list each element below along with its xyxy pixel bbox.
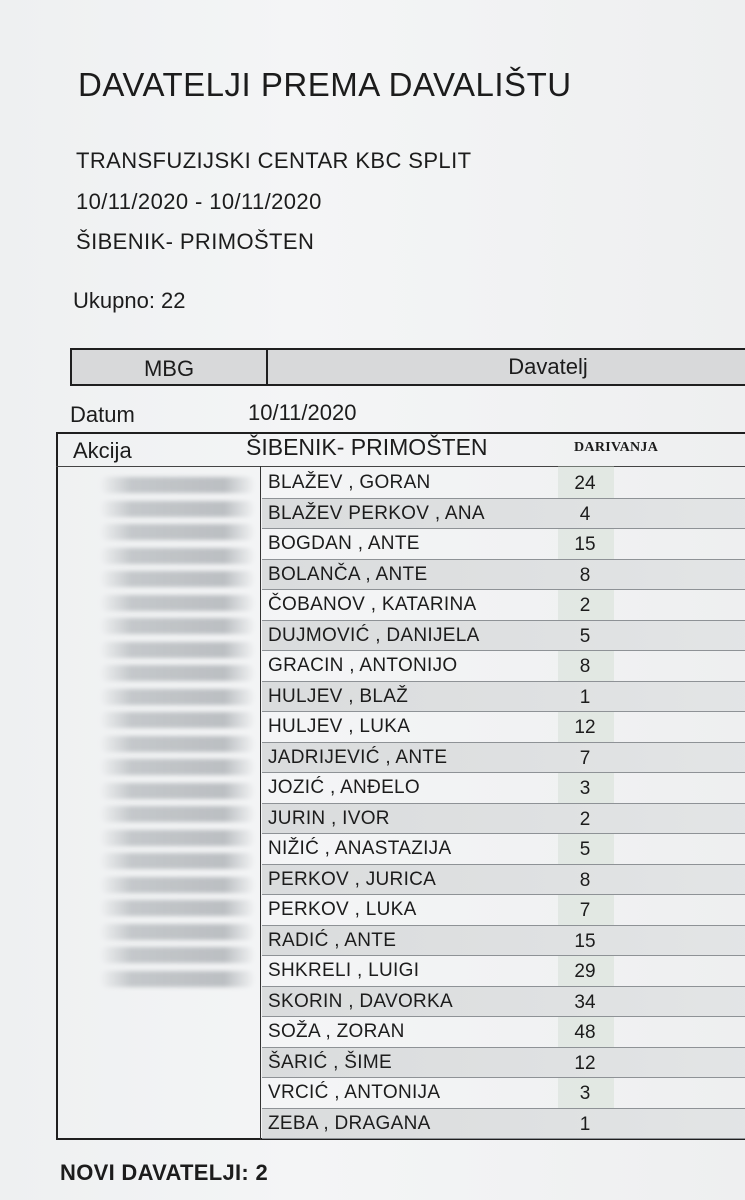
datum-label: Datum xyxy=(70,402,135,427)
donation-count: 4 xyxy=(579,503,591,525)
donation-count: 24 xyxy=(574,473,596,494)
mbg-redacted-cell xyxy=(100,853,255,869)
donation-count: 5 xyxy=(579,625,591,647)
mbg-redacted-cell xyxy=(100,665,255,681)
mbg-redacted-cell xyxy=(100,759,255,775)
location-name: ŠIBENIK- PRIMOŠTEN xyxy=(76,229,315,254)
donor-name: PERKOV , JURICA xyxy=(268,868,437,890)
table-row xyxy=(262,712,745,743)
mbg-redacted-cell xyxy=(100,548,255,564)
mbg-redacted-cell xyxy=(100,971,255,987)
donation-count: 34 xyxy=(574,991,596,1013)
new-donors-summary: NOVI DAVATELJI: 2 xyxy=(60,1160,269,1185)
mbg-redacted-cell xyxy=(100,524,255,540)
table-row xyxy=(262,1048,745,1079)
donor-name: BOLANČA , ANTE xyxy=(268,563,428,585)
donor-name: BLAŽEV , GORAN xyxy=(268,472,431,493)
donor-name: GRACIN , ANTONIJO xyxy=(268,655,458,676)
donor-name: BLAŽEV PERKOV , ANA xyxy=(268,502,485,524)
table-row xyxy=(262,651,745,682)
table-row xyxy=(262,865,745,896)
donation-count: 29 xyxy=(574,961,596,982)
darivanja-header: DARIVANJA xyxy=(574,440,659,455)
mbg-redacted-cell xyxy=(100,595,255,611)
mbg-column-redacted xyxy=(100,470,255,994)
donation-count: 7 xyxy=(579,747,591,769)
donor-name: ŠARIĆ , ŠIME xyxy=(268,1051,392,1073)
datum-value: 10/11/2020 xyxy=(248,400,357,425)
table-row xyxy=(262,560,745,591)
donor-name: ZEBA , DRAGANA xyxy=(268,1112,431,1134)
column-header-donor: Davatelj xyxy=(508,354,588,379)
donor-name: SHKRELI , LUIGI xyxy=(268,960,420,981)
column-divider xyxy=(260,466,261,1140)
donation-count: 3 xyxy=(579,778,591,799)
akcija-value: ŠIBENIK- PRIMOŠTEN xyxy=(246,434,488,460)
table-row xyxy=(262,773,745,804)
center-name: TRANSFUZIJSKI CENTAR KBC SPLIT xyxy=(76,148,472,173)
mbg-redacted-cell xyxy=(100,783,255,799)
table-row xyxy=(262,529,745,560)
table-row xyxy=(262,621,745,652)
donation-count: 7 xyxy=(579,900,591,921)
mbg-redacted-cell xyxy=(100,806,255,822)
donor-name: HULJEV , LUKA xyxy=(268,716,411,737)
table-header xyxy=(70,348,745,386)
table-row xyxy=(262,1017,745,1048)
table-row xyxy=(262,499,745,530)
table-row xyxy=(262,468,745,499)
mbg-redacted-cell xyxy=(100,900,255,916)
donor-name: HULJEV , BLAŽ xyxy=(268,685,409,707)
table-row xyxy=(262,743,745,774)
donor-list xyxy=(262,468,745,1139)
date-range: 10/11/2020 - 10/11/2020 xyxy=(76,189,322,214)
mbg-redacted-cell xyxy=(100,947,255,963)
donation-count: 3 xyxy=(579,1083,591,1104)
donor-name: PERKOV , LUKA xyxy=(268,899,417,920)
donation-count: 12 xyxy=(574,717,596,738)
report-title: DAVATELJI PREMA DAVALIŠTU xyxy=(78,66,572,103)
total-count: Ukupno: 22 xyxy=(73,288,186,313)
donor-name: VRCIĆ , ANTONIJA xyxy=(268,1082,441,1103)
mbg-redacted-cell xyxy=(100,501,255,517)
table-row xyxy=(262,682,745,713)
donor-name: JOZIĆ , ANĐELO xyxy=(268,777,421,798)
mbg-redacted-cell xyxy=(100,712,255,728)
donation-count: 48 xyxy=(574,1022,596,1043)
mbg-redacted-cell xyxy=(100,689,255,705)
table-row xyxy=(262,895,745,926)
donor-name: JURIN , IVOR xyxy=(268,807,390,829)
donation-count: 2 xyxy=(579,808,591,830)
akcija-label: Akcija xyxy=(73,438,132,463)
mbg-redacted-cell xyxy=(100,924,255,940)
donation-count: 8 xyxy=(579,869,591,891)
donation-count: 1 xyxy=(579,686,591,708)
mbg-redacted-cell xyxy=(100,618,255,634)
table-row xyxy=(262,1109,745,1140)
donation-count: 2 xyxy=(579,595,591,616)
donation-count: 8 xyxy=(579,656,591,677)
donor-name: SOŽA , ZORAN xyxy=(268,1021,405,1042)
mbg-redacted-cell xyxy=(100,642,255,658)
mbg-redacted-cell xyxy=(100,877,255,893)
donor-name: NIŽIĆ , ANASTAZIJA xyxy=(268,838,452,859)
table-row xyxy=(262,804,745,835)
donor-name: JADRIJEVIĆ , ANTE xyxy=(268,746,448,768)
donor-name: SKORIN , DAVORKA xyxy=(268,990,453,1012)
mbg-redacted-cell xyxy=(100,571,255,587)
donor-name: RADIĆ , ANTE xyxy=(268,929,397,951)
column-header-mbg: MBG xyxy=(143,356,195,381)
donor-name: ČOBANOV , KATARINA xyxy=(268,594,477,615)
table-row xyxy=(262,926,745,957)
mbg-redacted-cell xyxy=(100,736,255,752)
donation-count: 5 xyxy=(579,839,591,860)
table-row xyxy=(262,987,745,1018)
donation-count: 15 xyxy=(574,534,596,555)
table-row xyxy=(262,590,745,621)
donation-count: 15 xyxy=(574,930,596,952)
mbg-redacted-cell xyxy=(100,477,255,493)
table-row xyxy=(262,956,745,987)
donor-name: DUJMOVIĆ , DANIJELA xyxy=(268,624,480,646)
table-row xyxy=(262,834,745,865)
donation-count: 12 xyxy=(574,1052,596,1074)
table-separator xyxy=(56,466,745,467)
table-row xyxy=(262,1078,745,1109)
mbg-redacted-cell xyxy=(100,830,255,846)
donation-count: 8 xyxy=(579,564,591,586)
donor-name: BOGDAN , ANTE xyxy=(268,533,420,554)
donation-count: 1 xyxy=(579,1113,591,1135)
